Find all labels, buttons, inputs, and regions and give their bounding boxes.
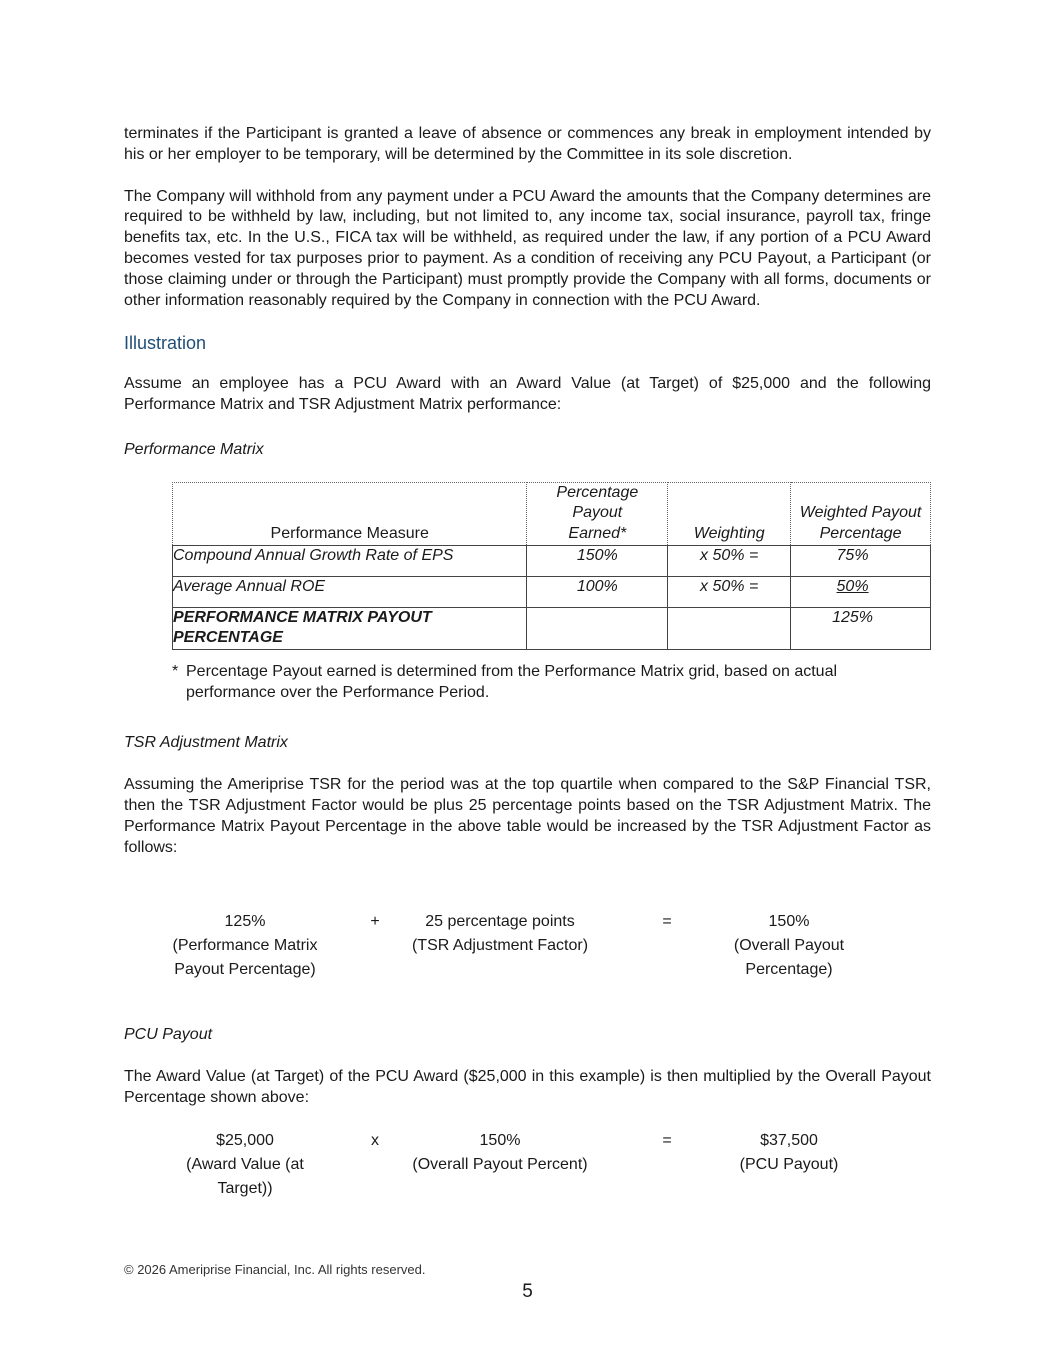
- equation1-c-label-1: (Overall Payout: [733, 937, 845, 954]
- equation1-c-label-2: Percentage): [745, 961, 833, 978]
- equation2-equals: =: [662, 1132, 672, 1149]
- equation1-a-value: 125%: [224, 913, 266, 930]
- paragraph-continued: terminates if the Participant is granted a leave of absence or commences any break in employment intended by his or her employer to be temporary, will be determined by the Committee in its sole discretion.: [124, 125, 931, 163]
- row-weighted: [791, 576, 931, 607]
- header-percentage-payout: [527, 482, 668, 545]
- copyright-footer: © 2026 Ameriprise Financial, Inc. All rights reserved.: [124, 1262, 426, 1277]
- equation2-term-a: [124, 1129, 366, 1201]
- row-weighted-value: 50%: [836, 577, 869, 595]
- performance-matrix-table: [172, 482, 931, 650]
- total-weighted-value: 125%: [832, 608, 874, 626]
- equation2-c-label-1: (PCU Payout): [739, 1156, 839, 1173]
- equation1-a-label-2: Payout Percentage): [174, 961, 316, 978]
- row-measure: Compound Annual Growth Rate of EPS: [173, 545, 527, 576]
- footnote-marker: *: [172, 662, 179, 680]
- equation2-c-value: $37,500: [760, 1132, 818, 1149]
- header-weighting: Weighting: [668, 482, 791, 545]
- paragraph-withholding: The Company will withhold from any payment under a PCU Award the amounts that the Company determines are required to be withheld by law, including, but not limited to, any income tax, social insurance, payroll tax, fringe benefits tax, etc. In the U.S., FICA tax will be withheld, as required under the law, if any portion of a PCU Award becomes vested for tax purposes prior to payment. As a condition of receiving any PCU Payout, a Participant (or those claiming under or through the Participant) must promptly provide the Company with all forms, documents or other information reasonably required by the Company in connection with the PCU Award.: [124, 187, 931, 309]
- header-payout-line3: Earned*: [568, 524, 627, 542]
- equation1-a-label-1: (Performance Matrix: [172, 937, 318, 954]
- equation2-a-value: $25,000: [216, 1132, 274, 1149]
- header-payout-line2: Payout: [572, 504, 623, 522]
- header-weighted-line1: Weighted Payout: [799, 504, 922, 522]
- equation1-equals: =: [662, 913, 672, 930]
- total-measure: [173, 607, 527, 649]
- subheading-pcu-payout: PCU Payout: [124, 1026, 213, 1043]
- paragraph-pcu-payout: The Award Value (at Target) of the PCU Award ($25,000 in this example) is then multiplied by the Overall Payout Percentage shown above:: [124, 1067, 931, 1106]
- paragraph-tsr: Assuming the Ameriprise TSR for the period was at the top quartile when compared to the S&P Financial TSR, then the TSR Adjustment Factor would be plus 25 percentage points based on the TSR Adjustment Matrix. The Performance Matrix Payout Percentage in the above table would be increased by the TSR Adjustment Factor as follows:: [124, 776, 931, 856]
- equation2-a-label-1: (Award Value (at: [186, 1156, 304, 1173]
- header-performance-measure: Performance Measure: [173, 482, 527, 545]
- equation1-c-value: 150%: [768, 913, 810, 930]
- equation2-term-b: [390, 1129, 610, 1177]
- row-weighted-value: 75%: [836, 546, 869, 564]
- subheading-performance-matrix: Performance Matrix: [124, 440, 264, 458]
- equation2-a-label-2: Target)): [217, 1180, 273, 1197]
- row-payout: 100%: [527, 576, 668, 607]
- document-body: [124, 124, 931, 858]
- page-number: 5: [522, 1281, 533, 1302]
- total-payout-empty: [527, 607, 668, 649]
- table-footnote: [172, 662, 931, 704]
- total-weighted: [791, 607, 931, 649]
- equation1-term-c: [704, 910, 874, 982]
- header-weighted-line2: Percentage: [819, 524, 902, 542]
- footnote-text: Percentage Payout earned is determined from the Performance Matrix grid, based on actual performance over the Performance Period.: [186, 662, 838, 701]
- equation1-term-b: [390, 910, 610, 958]
- row-weighting: x 50% =: [668, 576, 791, 607]
- header-weighted-payout: [791, 482, 931, 545]
- equation1-term-a: [124, 910, 366, 982]
- row-weighting: x 50% =: [668, 545, 791, 576]
- table-total-row: [173, 607, 931, 649]
- equation1-b-value: 25 percentage points: [425, 913, 575, 930]
- equation1-operator: +: [370, 913, 380, 930]
- row-measure: Average Annual ROE: [173, 576, 527, 607]
- header-payout-line1: Percentage: [556, 483, 639, 501]
- paragraph-assumption: Assume an employee has a PCU Award with an Award Value (at Target) of $25,000 and the following Performance Matrix and TSR Adjustment Matrix performance:: [124, 375, 931, 414]
- row-payout: 150%: [527, 545, 668, 576]
- equation2-term-c: [704, 1129, 874, 1177]
- equation1-b-label-1: (TSR Adjustment Factor): [411, 937, 589, 954]
- table-header-row: [173, 482, 931, 545]
- equation2-operator: x: [371, 1132, 379, 1149]
- table-row: [173, 576, 931, 607]
- section-heading-illustration: Illustration: [124, 333, 207, 354]
- table-row: [173, 545, 931, 576]
- total-measure-line2: PERCENTAGE: [173, 629, 283, 647]
- total-weighting-empty: [668, 607, 791, 649]
- equation2-b-label-1: (Overall Payout Percent): [412, 1156, 588, 1173]
- total-measure-line1: PERFORMANCE MATRIX PAYOUT: [173, 608, 432, 626]
- equation2-b-value: 150%: [479, 1132, 521, 1149]
- subheading-tsr-adjustment-matrix: TSR Adjustment Matrix: [124, 734, 288, 752]
- pcu-payout-section: [124, 1025, 931, 1108]
- row-weighted: [791, 545, 931, 576]
